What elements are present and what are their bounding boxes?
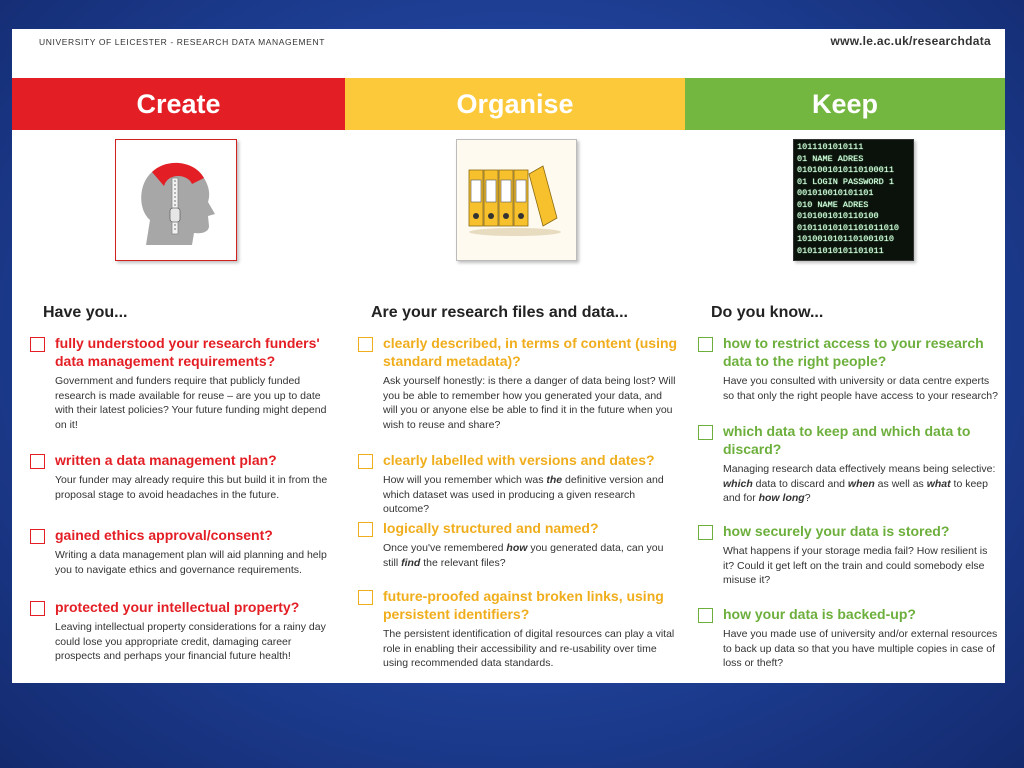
code-line: 010 NAME ADRES (797, 199, 869, 210)
description: Leaving intellectual property considerations for a rainy day could lose you appropriate credit, damaging career prospects and perhaps your financial future health! (55, 621, 326, 662)
website-url: www.le.ac.uk/researchdata (830, 34, 991, 48)
poster-header (12, 29, 1005, 77)
description: The persistent identification of digital resources can play a vital role in enabling their accessibility and re-usability over time using recommended data standards. (383, 628, 675, 669)
code-line: 1011101010111 (797, 142, 864, 152)
emphasis: how (506, 542, 528, 554)
question: how to restrict access to your research data to the right people? (723, 335, 984, 369)
question: clearly labelled with versions and dates? (383, 452, 655, 468)
description (723, 462, 998, 506)
description: Government and funders require that publicly funded research is made available for reuse – are you up to date with their latest policies? Your future funding might depend on it! (55, 375, 327, 431)
keep-heading: Do you know... (711, 304, 824, 321)
question: gained ethics approval/consent? (55, 527, 273, 543)
question: clearly described, in terms of content (using standard metadata)? (383, 335, 678, 369)
keep-column (698, 304, 998, 671)
checklist-item (30, 451, 330, 526)
checkbox[interactable] (358, 454, 373, 469)
text-part: definitive version and which dataset was used in producing a given research outcome? (383, 474, 664, 515)
checkbox[interactable] (358, 337, 373, 352)
checklist-item (358, 451, 678, 519)
checkbox[interactable] (30, 601, 45, 616)
checkbox[interactable] (30, 337, 45, 352)
checklist-item (30, 334, 330, 451)
code-line: 01011010101101011 (797, 245, 884, 256)
checkbox[interactable] (30, 454, 45, 469)
text-part: How will you remember which was (383, 474, 547, 486)
code-line: 1010010101101001010 (797, 234, 894, 244)
question: logically structured and named? (383, 520, 599, 536)
question: how securely your data is stored? (723, 523, 950, 539)
question: which data to keep and which data to discard? (723, 423, 971, 457)
description: Writing a data management plan will aid planning and help you to navigate ethics and governance requirements. (55, 549, 327, 576)
code-line: 0101001010110100011 (797, 165, 894, 175)
code-line: 01 NAME ADRES (797, 153, 864, 164)
checkbox[interactable] (698, 608, 713, 623)
poster (12, 29, 1005, 683)
binary-data-icon (793, 139, 914, 261)
emphasis: when (847, 477, 875, 490)
question: protected your intellectual property? (55, 599, 300, 615)
university-label: UNIVERSITY OF LEICESTER - RESEARCH DATA MANAGEMENT (39, 37, 325, 47)
description: What happens if your storage media fail? How resilient is it? Could it get left on the train and could somebody else misuse it? (723, 545, 988, 586)
description (383, 541, 678, 570)
emphasis: what (926, 477, 951, 490)
create-column (30, 304, 330, 664)
checklist-item (358, 587, 678, 671)
checklist-item (698, 605, 998, 671)
checkbox[interactable] (698, 337, 713, 352)
checkbox[interactable] (30, 529, 45, 544)
question: how your data is backed-up? (723, 606, 916, 622)
text-part: ? (804, 492, 811, 504)
text-part: Once you've remembered (383, 542, 507, 554)
emphasis: which (723, 477, 753, 490)
emphasis: the (546, 474, 563, 486)
description: Have you consulted with university or data centre experts so that only the right people have access to your research? (723, 375, 998, 402)
checklist-item (30, 526, 330, 598)
question: written a data management plan? (55, 452, 277, 468)
checklist-item (698, 522, 998, 605)
text-part: the relevant files? (420, 556, 506, 569)
emphasis: how long (758, 492, 805, 504)
checkbox[interactable] (698, 525, 713, 540)
text-part: to keep and for (723, 477, 988, 504)
description: Have you made use of university and/or external resources to back up data so that you have multiple copies in case of loss or theft? (723, 628, 998, 669)
checklist-item (358, 334, 678, 451)
binary-code-text (797, 142, 913, 257)
description: Ask yourself honestly: is there a danger of data being lost? Will you be able to remember how you generated your data, and will you or anyone else be able to find it in the future when you wish to reuse and share? (383, 375, 676, 431)
description (383, 473, 678, 517)
emphasis: find (401, 556, 421, 569)
organise-band: Organise (345, 78, 685, 130)
code-line: 001010010101101 (797, 188, 874, 198)
checklist-item (358, 519, 678, 587)
text-part: as well as (874, 477, 927, 490)
checklist-item (698, 334, 998, 422)
checkbox[interactable] (358, 590, 373, 605)
keep-band: Keep (685, 78, 1005, 130)
code-line: 01011010101101011010 (797, 222, 900, 233)
create-band: Create (12, 78, 345, 130)
head-zipper-icon (115, 139, 237, 261)
checklist-item (698, 422, 998, 522)
description: Your funder may already require this but build it in from the proposal stage to avoid headaches in the future. (55, 474, 328, 501)
text-part: you generated data, can you still (383, 542, 664, 569)
create-heading: Have you... (43, 304, 128, 321)
text-part: Managing research data effectively means being selective: (723, 463, 996, 475)
question: fully understood your research funders' data management requirements? (55, 335, 320, 369)
question: future-proofed against broken links, using persistent identifiers? (383, 588, 664, 622)
code-line: 0101001010110100 (797, 211, 879, 221)
organise-column (358, 304, 678, 671)
organise-heading: Are your research files and data... (371, 304, 628, 321)
code-line: 01 LOGIN PASSWORD 1 (797, 176, 894, 187)
checkbox[interactable] (698, 425, 713, 440)
text-part: data to discard and (752, 477, 848, 490)
binders-icon (456, 139, 577, 261)
checklist-item (30, 598, 330, 664)
checkbox[interactable] (358, 522, 373, 537)
